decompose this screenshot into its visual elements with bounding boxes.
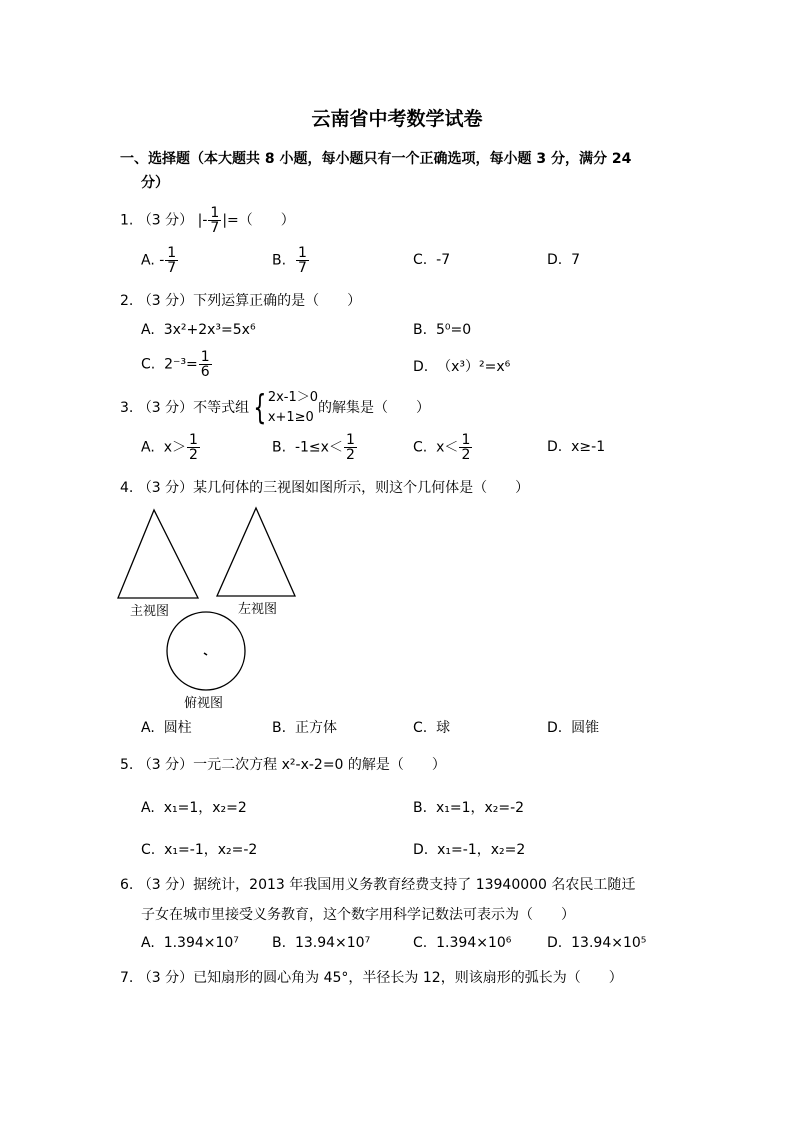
q5-option-d	[413, 839, 525, 859]
q3-a-den: 2	[188, 447, 198, 463]
top-view-label: 俯视图	[184, 696, 224, 711]
q1-a-sign: -	[159, 252, 165, 269]
q1-a-label: A.	[141, 252, 155, 269]
q5-c-text: x₁=-1，x₂=-2	[164, 842, 258, 858]
q1-option-a	[141, 246, 179, 275]
q3-d-text: x≥-1	[571, 439, 606, 455]
q3-b-num: 1	[345, 432, 355, 448]
q2-c-label: C.	[141, 356, 156, 373]
q1-option-d	[547, 252, 580, 268]
q1-b-den: 7	[297, 260, 307, 276]
q3-a-fraction	[187, 433, 200, 462]
q5-d-label: D.	[413, 842, 429, 858]
q6-a-label: A.	[141, 935, 155, 951]
q6-d-label: D.	[547, 935, 563, 951]
q2-a-label: A.	[141, 322, 155, 338]
q3-number: 3.	[120, 400, 134, 416]
q2-option-b	[413, 322, 471, 338]
q3-score: （3 分）	[137, 400, 194, 416]
q6-b-label: B.	[272, 935, 287, 951]
q5-c-label: C.	[141, 842, 156, 858]
q3-c-den: 2	[461, 447, 471, 463]
q4-c-label: C.	[413, 720, 428, 736]
q4-c-text: 球	[436, 720, 451, 736]
q7-score: （3 分）	[137, 970, 194, 986]
q3-option-b	[272, 433, 358, 462]
q3-c-fraction	[459, 433, 472, 462]
question-1	[120, 206, 295, 235]
q1-abs-open: |-	[197, 212, 208, 229]
q3-b-fraction	[344, 433, 357, 462]
section-heading-cont: 分）	[141, 175, 169, 191]
q2-c-pre: 2⁻³=	[164, 356, 198, 373]
q6-option-c	[413, 935, 511, 951]
q4-option-b	[272, 717, 337, 737]
q1-d-label: D.	[547, 252, 563, 268]
q4-b-text: 正方体	[294, 720, 337, 736]
q5-option-a	[141, 797, 247, 817]
front-view-triangle	[118, 510, 198, 598]
q1-a-num: 1	[167, 245, 177, 261]
q1-option-c	[413, 252, 450, 268]
q2-c-num: 1	[200, 349, 210, 365]
q6-option-b	[272, 935, 370, 951]
section-heading: 一、选择题（本大题共 8 小题，每小题只有一个正确选项，每小题 3 分，满分 24	[120, 151, 632, 167]
q3-stem: 不等式组	[193, 400, 250, 416]
q6-number: 6.	[120, 877, 134, 893]
inequality-system	[268, 388, 318, 428]
q3-a-label: A.	[141, 439, 155, 456]
q6-score: （3 分）	[137, 877, 194, 893]
q2-d-label: D.	[413, 359, 429, 375]
q7-stem: 已知扇形的圆心角为 45°，半径长为 12，则该扇形的弧长为（ ）	[193, 970, 623, 986]
q4-b-label: B.	[272, 720, 287, 736]
q6-a-text: 1.394×10⁷	[163, 935, 239, 951]
q4-option-c	[413, 717, 450, 737]
q1-option-b	[272, 246, 310, 275]
q1-b-fraction	[296, 246, 309, 275]
left-view-label: 左视图	[238, 602, 278, 617]
q3-a-num: 1	[188, 432, 198, 448]
q2-c-fraction	[199, 350, 212, 379]
q1-b-num: 1	[297, 245, 307, 261]
q4-number: 4.	[120, 480, 134, 496]
q4-a-text: 圆柱	[163, 720, 192, 736]
inequality-1: 2x-1＞0	[267, 390, 319, 405]
q3-a-pre: x＞	[163, 439, 186, 456]
q3-b-den: 2	[345, 447, 355, 463]
q2-option-d	[413, 356, 510, 376]
q1-b-label: B.	[272, 252, 287, 269]
q1-abs-close: |=（ ）	[222, 212, 295, 229]
q2-option-c	[141, 350, 213, 379]
q6-stem-line2: 子女在城市里接受义务教育，这个数字用科学记数法可表示为（ ）	[141, 907, 575, 923]
front-view-label: 主视图	[130, 604, 170, 619]
q3-option-a	[141, 433, 201, 462]
top-view-circle	[167, 612, 245, 690]
q2-d-text: （x³）²=x⁶	[437, 359, 511, 375]
q6-d-text: 13.94×10⁵	[571, 935, 647, 951]
q4-a-label: A.	[141, 720, 155, 736]
q5-a-text: x₁=1，x₂=2	[163, 800, 247, 816]
q4-option-d	[547, 717, 599, 737]
q5-b-text: x₁=1，x₂=-2	[435, 800, 525, 816]
q5-option-c	[141, 839, 257, 859]
question-5	[120, 754, 446, 774]
q3-c-num: 1	[461, 432, 471, 448]
q1-a-den: 7	[167, 260, 177, 276]
question-6	[120, 874, 635, 894]
q5-stem: 一元二次方程 x²-x-2=0 的解是（ ）	[193, 757, 446, 773]
q1-frac-num: 1	[210, 205, 220, 221]
q1-fraction	[208, 206, 221, 235]
q7-number: 7.	[120, 970, 134, 986]
question-7	[120, 967, 623, 987]
q6-b-text: 13.94×10⁷	[294, 935, 371, 951]
q2-number: 2.	[120, 293, 134, 309]
q5-option-b	[413, 797, 524, 817]
q1-d-text: 7	[571, 252, 581, 268]
q5-d-text: x₁=-1，x₂=2	[437, 842, 526, 858]
q5-a-label: A.	[141, 800, 155, 816]
system-brace: {	[253, 388, 267, 428]
q2-option-a	[141, 322, 256, 338]
left-view-triangle	[217, 508, 295, 596]
q1-c-text: -7	[436, 252, 451, 268]
q2-b-text: 5⁰=0	[435, 322, 472, 338]
q4-score: （3 分）	[137, 480, 194, 496]
q1-number: 1.	[120, 212, 134, 229]
q5-b-label: B.	[413, 800, 428, 816]
q1-frac-den: 7	[210, 220, 220, 236]
q1-score: （3 分）	[137, 212, 194, 229]
q3-option-c	[413, 433, 473, 462]
top-view-center-dot	[204, 653, 207, 655]
q3-option-d	[547, 439, 605, 455]
q4-option-a	[141, 717, 192, 737]
question-4	[120, 477, 529, 497]
q5-number: 5.	[120, 757, 134, 773]
q3-b-pre: -1≤x＜	[294, 439, 343, 456]
q2-a-text: 3x²+2x³=5x⁶	[163, 322, 256, 338]
q3-d-label: D.	[547, 439, 563, 455]
q4-d-label: D.	[547, 720, 563, 736]
question-2	[120, 290, 361, 310]
q2-b-label: B.	[413, 322, 428, 338]
q6-option-a	[141, 935, 239, 951]
inequality-2: x+1≥0	[267, 410, 314, 425]
q3-c-label: C.	[413, 439, 428, 456]
q4-stem: 某几何体的三视图如图所示，则这个几何体是（ ）	[193, 480, 530, 496]
q2-stem: 下列运算正确的是（ ）	[193, 293, 362, 309]
question-3	[120, 388, 430, 428]
q4-d-text: 圆锥	[571, 720, 600, 736]
q6-c-text: 1.394×10⁶	[436, 935, 512, 951]
q6-c-label: C.	[413, 935, 428, 951]
q2-score: （3 分）	[137, 293, 194, 309]
q3-c-pre: x＜	[436, 439, 459, 456]
q2-c-den: 6	[200, 364, 210, 380]
q6-stem-line1: 据统计，2013 年我国用义务教育经费支持了 13940000 名农民工随迁	[193, 877, 636, 893]
q6-option-d	[547, 935, 646, 951]
q3-b-label: B.	[272, 439, 287, 456]
q1-c-label: C.	[413, 252, 428, 268]
q3-tail: 的解集是（ ）	[318, 400, 431, 416]
q1-a-fraction	[165, 246, 178, 275]
page-title: 云南省中考数学试卷	[311, 108, 483, 130]
q5-score: （3 分）	[137, 757, 194, 773]
